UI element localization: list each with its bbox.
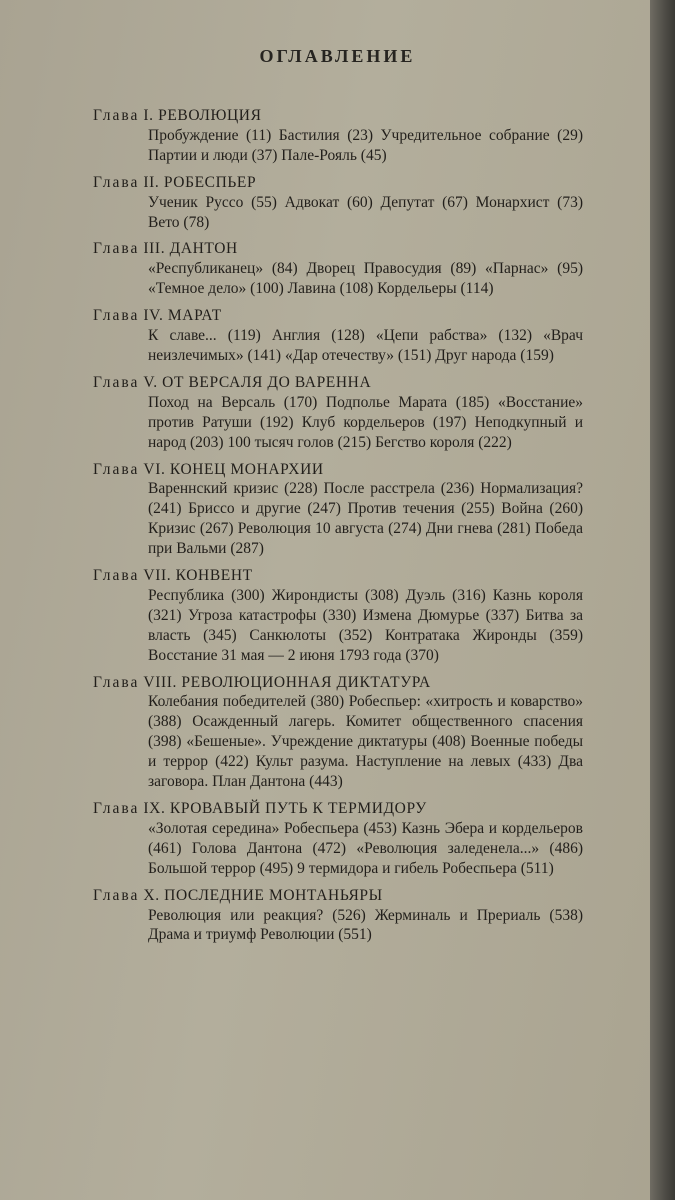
chapter-3	[93, 239, 583, 299]
chapter-sections: Ученик Руссо (55) Адвокат (60) Депутат (67) Монархист (73) Вето (78)	[148, 193, 583, 231]
chapter-sections: Поход на Версаль (170) Подполье Марата (185) «Восстание» против Ратуши (192) Клуб кордельеров (197) Неподкупный и народ (203) 100 тысяч голов (215) Бегство короля (222)	[148, 393, 583, 451]
chapter-title: III. ДАНТОН	[143, 240, 238, 258]
chapter-6	[93, 460, 583, 560]
chapter-10	[93, 886, 583, 946]
page-title: ОГЛАВЛЕНИЕ	[259, 46, 416, 66]
chapter-word: Глава	[93, 567, 140, 585]
chapter-heading	[93, 460, 583, 480]
chapter-sections: Вареннский кризис (228) После расстрела (236) Нормализация? (241) Бриссо и другие (247) Против течения (255) Война (260) Кризис (267) Революция 10 августа (274) Дни гнева (281) Победа при Вальми (287)	[148, 480, 583, 558]
chapter-title: VII. КОНВЕНТ	[143, 567, 253, 585]
chapter-heading	[93, 239, 583, 259]
chapter-heading	[93, 106, 583, 126]
chapter-sections: К славе... (119) Англия (128) «Цепи рабства» (132) «Врач неизлечимых» (141) «Дар отечеству» (151) Друг народа (159)	[148, 327, 583, 364]
chapter-sections: Колебания победителей (380) Робеспьер: «хитрость и коварство» (388) Осажденный лагерь. Комитет общественного спасения (398) «Бешеные». Учреждение диктатуры (408) Военные победы и террор (422) Культ разума. Наступление на левых (433) Два заговора. План Дантона (443)	[148, 693, 583, 791]
chapter-word: Глава	[93, 307, 140, 325]
chapter-word: Глава	[93, 673, 140, 691]
chapter-sections: Пробуждение (11) Бастилия (23) Учредительное собрание (29) Партии и люди (37) Пале-Рояль (45)	[148, 126, 583, 164]
chapter-heading	[93, 673, 583, 693]
chapter-word: Глава	[93, 240, 140, 258]
chapter-9	[93, 799, 583, 879]
chapter-heading	[93, 886, 583, 906]
chapter-sections: «Республиканец» (84) Дворец Правосудия (89) «Парнас» (95) «Темное дело» (100) Лавина (108) Кордельеры (114)	[148, 260, 583, 298]
chapter-word: Глава	[93, 107, 140, 124]
chapter-title: X. ПОСЛЕДНИЕ МОНТАНЬЯРЫ	[143, 886, 383, 904]
chapter-7	[93, 566, 583, 666]
chapter-title: V. ОТ ВЕРСАЛЯ ДО ВАРЕННА	[143, 373, 372, 391]
chapter-heading	[93, 373, 583, 393]
chapter-word: Глава	[93, 173, 140, 191]
chapter-sections: «Золотая середина» Робеспьера (453) Казнь Эбера и кордельеров (461) Голова Дантона (472) «Революция заледенела...» (486) Большой террор (495) 9 термидора и гибель Робеспьера (511)	[148, 819, 583, 877]
chapter-2	[93, 173, 583, 233]
table-of-contents	[93, 106, 583, 952]
chapter-word: Глава	[93, 373, 140, 391]
chapter-word: Глава	[93, 800, 140, 817]
chapter-word: Глава	[93, 886, 140, 904]
chapter-heading	[93, 566, 583, 586]
chapter-4	[93, 306, 583, 366]
chapter-title: VI. КОНЕЦ МОНАРХИИ	[143, 460, 324, 478]
chapter-title: IX. КРОВАВЫЙ ПУТЬ К ТЕРМИДОРУ	[143, 800, 427, 817]
chapter-title: VIII. РЕВОЛЮЦИОННАЯ ДИКТАТУРА	[143, 673, 431, 691]
chapter-8	[93, 673, 583, 792]
chapter-title: IV. МАРАТ	[143, 307, 222, 325]
chapter-1	[93, 106, 583, 166]
chapter-heading	[93, 306, 583, 326]
chapter-sections: Революция или реакция? (526) Жерминаль и Прериаль (538) Драма и триумф Революции (551)	[148, 906, 583, 944]
chapter-5	[93, 373, 583, 453]
chapter-title: II. РОБЕСПЬЕР	[143, 173, 257, 191]
book-spine	[650, 0, 675, 1200]
chapter-sections: Республика (300) Жирондисты (308) Дуэль (316) Казнь короля (321) Угроза катастрофы (330) Измена Дюмурье (337) Битва за власть (345) Санкюлоты (352) Контратака Жиронды (359) Восстание 31 мая — 2 июня 1793 года (370)	[148, 586, 583, 664]
chapter-heading	[93, 173, 583, 193]
chapter-heading	[93, 799, 583, 819]
chapter-title: I. РЕВОЛЮЦИЯ	[143, 107, 262, 124]
chapter-word: Глава	[93, 460, 140, 478]
